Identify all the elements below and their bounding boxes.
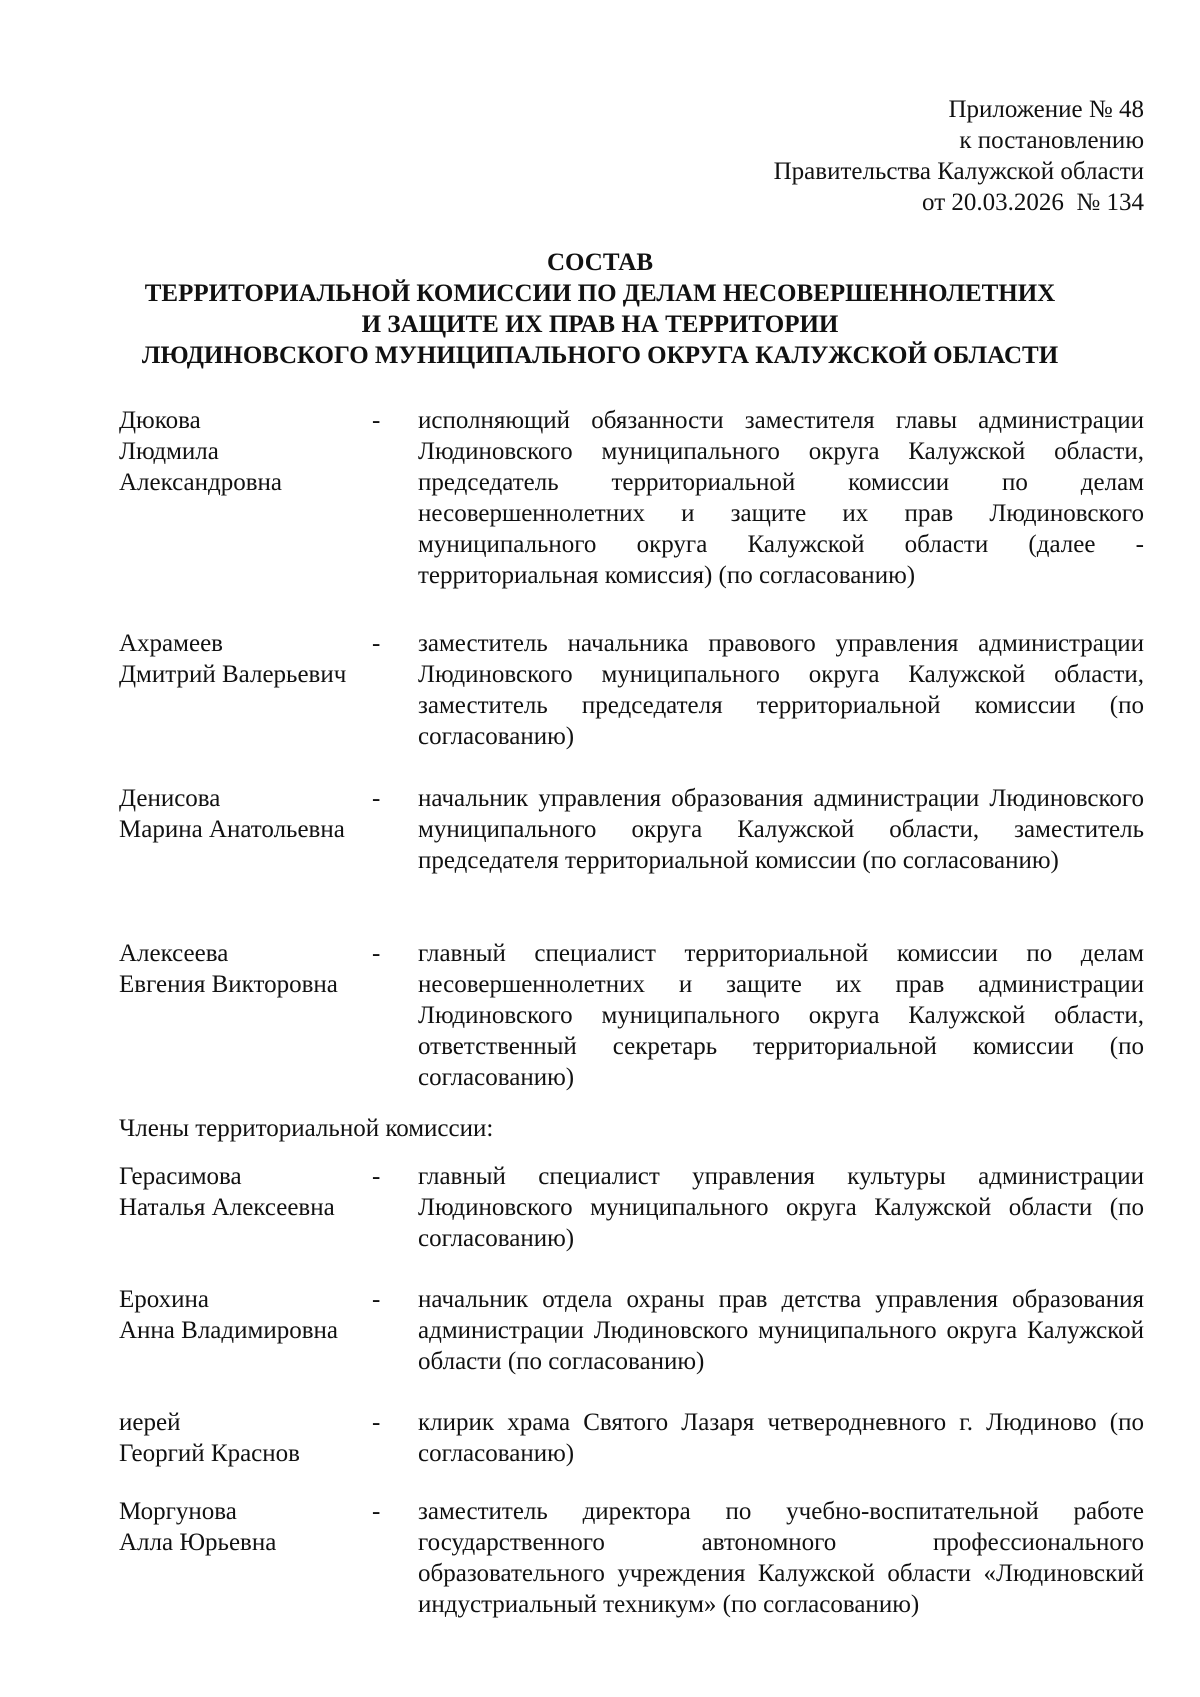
- name-line: Дмитрий Валерьевич: [119, 661, 347, 688]
- person-name: [119, 1496, 369, 1558]
- person-position: начальник управления образования администрации Людиновского муниципального округа Калужской области, заместитель председателя территориальной комиссии (по согласованию): [418, 785, 1144, 874]
- separator-dash: -: [372, 1163, 381, 1190]
- members-heading: Члены территориальной комиссии:: [119, 1115, 494, 1142]
- person-position: начальник отдела охраны прав детства управления образования администрации Людиновского муниципального округа Калужской области (по согласованию): [418, 1286, 1144, 1375]
- name-line: иерей: [119, 1409, 181, 1436]
- document-title: [0, 247, 1200, 371]
- name-line: Герасимова: [119, 1163, 242, 1190]
- name-line: Алексеева: [119, 940, 229, 967]
- separator-dash: -: [372, 1498, 381, 1525]
- name-line: Ахрамеев: [119, 630, 223, 657]
- appendix-reference: к постановлению: [959, 127, 1144, 154]
- name-line: Александровна: [119, 469, 283, 496]
- person-name: [119, 1161, 369, 1223]
- title-line-1: СОСТАВ: [546, 249, 654, 276]
- name-line: Евгения Викторовна: [119, 971, 338, 998]
- separator-dash: -: [372, 785, 381, 812]
- name-line: Моргунова: [119, 1498, 237, 1525]
- separator-dash: -: [372, 940, 381, 967]
- separator-dash: -: [372, 407, 381, 434]
- appendix-date-number: от 20.03.2026 № 134: [922, 189, 1144, 216]
- name-line: Алла Юрьевна: [119, 1529, 277, 1556]
- person-name: [119, 1407, 369, 1469]
- name-line: Ерохина: [119, 1286, 210, 1313]
- name-line: Наталья Алексеевна: [119, 1194, 335, 1221]
- separator-dash: -: [372, 1286, 381, 1313]
- person-name: [119, 1284, 369, 1346]
- name-line: Денисова: [119, 785, 221, 812]
- separator-dash: -: [372, 1409, 381, 1436]
- title-line-3: И ЗАЩИТЕ ИХ ПРАВ НА ТЕРРИТОРИИ: [361, 311, 839, 338]
- name-line: Анна Владимировна: [119, 1317, 338, 1344]
- name-line: Дюкова: [119, 407, 201, 434]
- title-line-2: ТЕРРИТОРИАЛЬНОЙ КОМИССИИ ПО ДЕЛАМ НЕСОВЕРШЕННОЛЕТНИХ: [144, 280, 1056, 307]
- name-line: Людмила: [119, 438, 219, 465]
- person-name: [119, 628, 369, 690]
- person-name: [119, 783, 369, 845]
- name-line: Марина Анатольевна: [119, 816, 345, 843]
- person-position: главный специалист управления культуры администрации Людиновского муниципального округа Калужской области (по согласованию): [418, 1163, 1144, 1252]
- person-position: заместитель директора по учебно-воспитательной работе государственного автономного профессионального образовательного учреждения Калужской области «Людиновский индустриальный техникум» (по согласованию): [418, 1498, 1144, 1618]
- appendix-number: Приложение № 48: [948, 96, 1144, 123]
- person-name: [119, 938, 369, 1000]
- separator-dash: -: [372, 630, 381, 657]
- person-position: клирик храма Святого Лазаря четверодневного г. Людиново (по согласованию): [418, 1409, 1144, 1467]
- appendix-issuer: Правительства Калужской области: [773, 158, 1144, 185]
- person-position: исполняющий обязанности заместителя главы администрации Людиновского муниципального округа Калужской области, председатель территориальной комиссии по делам несовершеннолетних и защите их прав Людиновского муниципального округа Калужской области (далее - территориальная комиссия) (по согласованию): [418, 407, 1144, 589]
- title-line-4: ЛЮДИНОВСКОГО МУНИЦИПАЛЬНОГО ОКРУГА КАЛУЖСКОЙ ОБЛАСТИ: [141, 342, 1059, 369]
- name-line: Георгий Краснов: [119, 1440, 300, 1467]
- person-position: заместитель начальника правового управления администрации Людиновского муниципального округа Калужской области, заместитель председателя территориальной комиссии (по согласованию): [418, 630, 1144, 750]
- person-position: главный специалист территориальной комиссии по делам несовершеннолетних и защите их прав администрации Людиновского муниципального округа Калужской области, ответственный секретарь территориальной комиссии (по согласованию): [418, 940, 1144, 1091]
- person-name: [119, 405, 369, 498]
- appendix-header: [774, 94, 1144, 218]
